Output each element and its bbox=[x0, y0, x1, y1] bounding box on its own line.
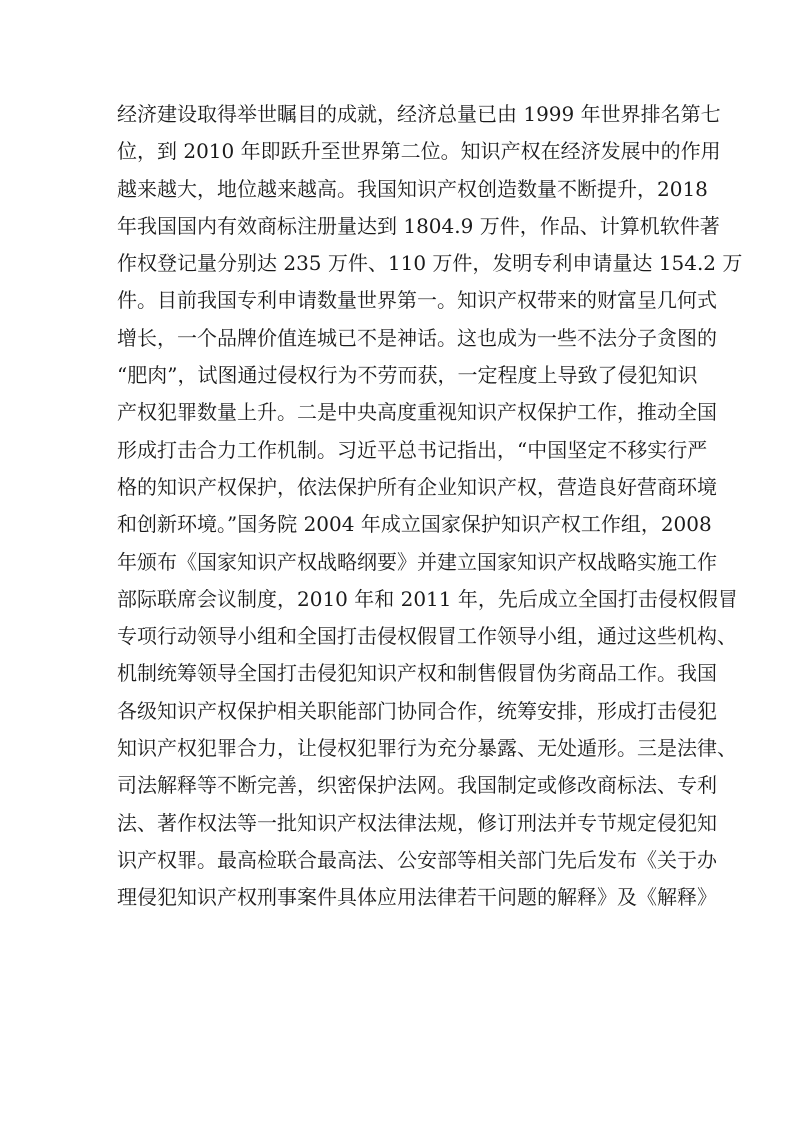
text-line: 各级知识产权保护相关职能部门协同合作，统筹安排，形成打击侵犯 bbox=[117, 698, 717, 723]
text-line: 越来越大，地位越来越高。我国知识产权创造数量不断提升，2018 bbox=[117, 176, 708, 201]
text-line: 识产权罪。最高检联合最高法、公安部等相关部门先后发布《关于办 bbox=[117, 847, 717, 872]
text-line: 和创新环境。”国务院 2004 年成立国家保护知识产权工作组，2008 bbox=[117, 512, 712, 537]
text-line: 机制统筹领导全国打击侵犯知识产权和制售假冒伪劣商品工作。我国 bbox=[117, 661, 717, 686]
text-line: 位，到 2010 年即跃升至世界第二位。知识产权在经济发展中的作用 bbox=[117, 139, 721, 164]
text-line: 法、著作权法等一批知识产权法律法规，修订刑法并专节规定侵犯知 bbox=[117, 810, 717, 835]
body-text bbox=[117, 96, 743, 917]
text-line: 司法解释等不断完善，织密保护法网。我国制定或修改商标法、专利 bbox=[117, 773, 717, 798]
text-line: 件。目前我国专利申请数量世界第一。知识产权带来的财富呈几何式 bbox=[117, 288, 717, 313]
text-line: 产权犯罪数量上升。二是中央高度重视知识产权保护工作，推动全国 bbox=[117, 400, 717, 425]
text-line: 年我国国内有效商标注册量达到 1804.9 万件，作品、计算机软件著 bbox=[117, 213, 720, 238]
text-line: 作权登记量分别达 235 万件、110 万件，发明专利申请量达 154.2 万 bbox=[117, 251, 743, 276]
text-line: 年颁布《国家知识产权战略纲要》并建立国家知识产权战略实施工作 bbox=[117, 549, 717, 574]
text-line: 知识产权犯罪合力，让侵权犯罪行为充分暴露、无处遁形。三是法律、 bbox=[117, 736, 737, 761]
text-line: 理侵犯知识产权刑事案件具体应用法律若干问题的解释》及《解释》 bbox=[117, 885, 717, 910]
text-line: “肥肉”，试图通过侵权行为不劳而获，一定程度上导致了侵犯知识 bbox=[117, 363, 698, 388]
text-line: 部际联席会议制度，2010 年和 2011 年，先后成立全国打击侵权假冒 bbox=[117, 586, 738, 611]
text-line: 格的知识产权保护，依法保护所有企业知识产权，营造良好营商环境 bbox=[117, 474, 717, 499]
text-line: 形成打击合力工作机制。习近平总书记指出，“中国坚定不移实行严 bbox=[117, 437, 708, 462]
text-line: 经济建设取得举世瞩目的成就，经济总量已由 1999 年世界排名第七 bbox=[117, 102, 721, 126]
text-line: 增长，一个品牌价值连城已不是神话。这也成为一些不法分子贪图的 bbox=[117, 325, 717, 350]
text-line: 专项行动领导小组和全国打击侵权假冒工作领导小组，通过这些机构、 bbox=[117, 624, 737, 649]
